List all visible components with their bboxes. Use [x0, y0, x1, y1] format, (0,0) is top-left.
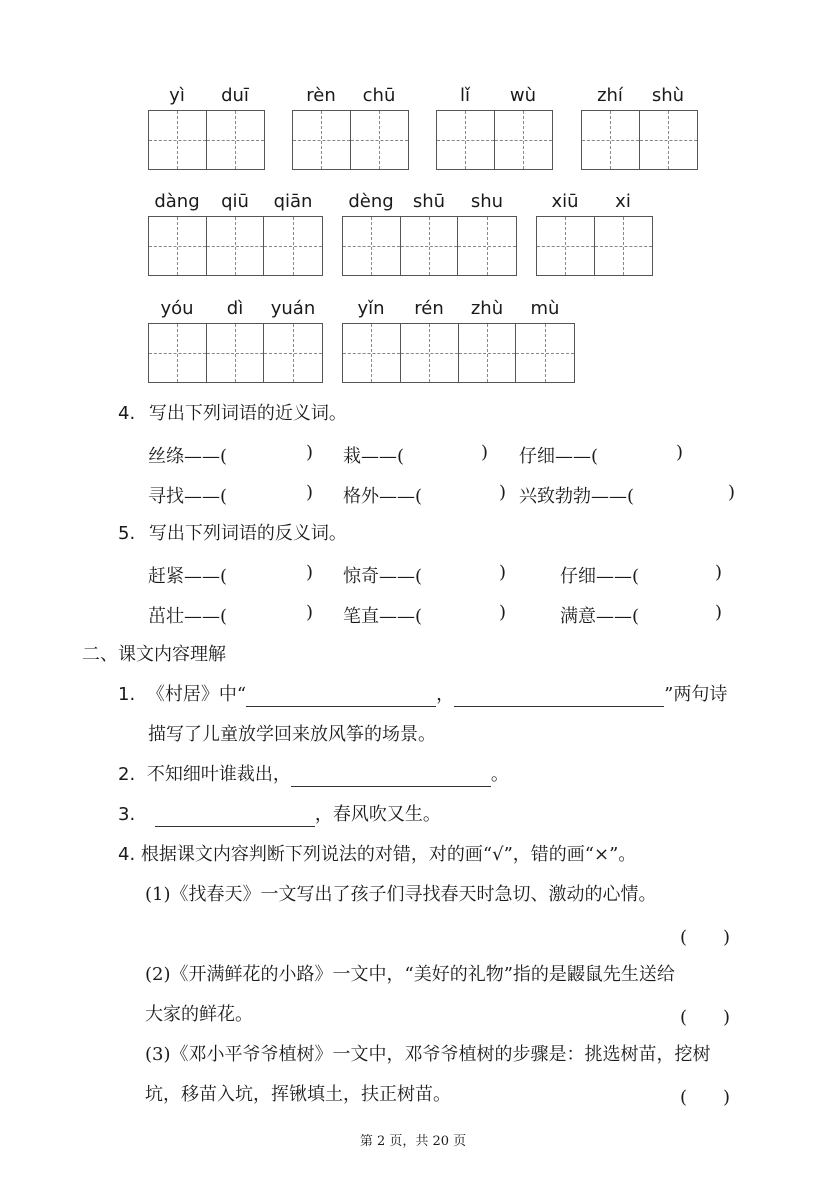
- s2-q1-after: ”两句诗: [664, 684, 728, 705]
- s2-q2-end: 。: [490, 764, 509, 785]
- writing-cell[interactable]: [207, 324, 265, 382]
- q5-item-4: 茁壮——(: [148, 606, 228, 627]
- writing-cell[interactable]: [149, 111, 207, 169]
- q5-item-6: 满意——(: [560, 606, 640, 627]
- q4-item-1-close: ): [306, 442, 314, 463]
- writing-grid: [342, 323, 575, 383]
- writing-grid: [148, 110, 265, 170]
- pinyin-label: zhí: [597, 85, 623, 106]
- writing-cell[interactable]: [582, 111, 640, 169]
- pinyin-label: dàng: [154, 191, 200, 212]
- q5-item-6-close: ): [715, 602, 723, 623]
- s2-q4-s3a: (3)《邓小平爷爷植树》一文中，邓爷爷植树的步骤是：挑选树苗，挖树: [145, 1044, 711, 1065]
- writing-cell[interactable]: [640, 111, 698, 169]
- pinyin-label: yì: [169, 85, 185, 106]
- writing-cell[interactable]: [437, 111, 495, 169]
- s2-q4-s2a: (2)《开满鲜花的小路》一文中，“美好的礼物”指的是鼹鼠先生送给: [145, 964, 675, 985]
- s2-q4-number: 4.: [118, 844, 136, 865]
- pinyin-label: qiān: [273, 191, 313, 212]
- pinyin-label: rèn: [306, 85, 336, 106]
- s2-q1-line2: 描写了儿童放学回来放风筝的场景。: [148, 724, 436, 745]
- writing-cell[interactable]: [458, 217, 516, 275]
- pinyin-label: dì: [226, 298, 244, 319]
- q4-heading: [118, 402, 347, 426]
- pinyin-label: duī: [221, 85, 249, 106]
- pinyin-label: dèng: [348, 191, 394, 212]
- q4-item-1: 丝绦——(: [148, 446, 228, 467]
- q5-item-3: 仔细——(: [560, 566, 640, 587]
- q4-item-2-close: ): [481, 442, 489, 463]
- writing-cell[interactable]: [264, 217, 322, 275]
- s2-q3-text: ，春风吹又生。: [314, 804, 441, 825]
- q4-item-6: 兴致勃勃——(: [519, 486, 635, 507]
- writing-cell[interactable]: [401, 324, 459, 382]
- writing-cell[interactable]: [595, 217, 653, 275]
- s2-q2-number: 2.: [118, 764, 136, 785]
- q5-item-3-close: ): [715, 562, 723, 583]
- s2-q2-blank[interactable]: [291, 766, 491, 787]
- q4-item-2: 栽——(: [343, 446, 405, 467]
- s2-q2: [118, 763, 509, 787]
- writing-cell[interactable]: [293, 111, 351, 169]
- writing-cell[interactable]: [149, 217, 207, 275]
- pinyin-label: lǐ: [459, 85, 470, 106]
- pinyin-label: shu: [470, 191, 504, 212]
- s2-q4-s2b: 大家的鲜花。: [145, 1004, 253, 1025]
- s2-q4-s1-answer[interactable]: ( ): [680, 927, 731, 948]
- writing-cell[interactable]: [343, 324, 401, 382]
- writing-grid: [148, 216, 323, 276]
- s2-q1-blank-1[interactable]: [246, 686, 436, 707]
- writing-grid: [342, 216, 517, 276]
- s2-q1-comma: ，: [436, 684, 455, 705]
- writing-cell[interactable]: [351, 111, 409, 169]
- q5-item-5: 笔直——(: [343, 606, 423, 627]
- s2-q4-s2-answer[interactable]: ( ): [680, 1007, 731, 1028]
- writing-cell[interactable]: [459, 324, 517, 382]
- s2-q4-title: 根据课文内容判断下列说法的对错，对的画“√”，错的画“×”。: [140, 844, 637, 865]
- q5-item-2-close: ): [499, 562, 507, 583]
- writing-grid: [292, 110, 409, 170]
- q5-item-2: 惊奇——(: [343, 566, 423, 587]
- s2-q2-text: 不知细叶谁裁出，: [146, 764, 291, 785]
- s2-q1-before: 《村居》中“: [146, 684, 247, 705]
- q5-number: 5.: [118, 523, 136, 544]
- pinyin-label: rén: [414, 298, 444, 319]
- pinyin-label: yóu: [160, 298, 194, 319]
- s2-q4-s3-answer[interactable]: ( ): [680, 1087, 731, 1108]
- s2-q4-s1: (1)《找春天》一文写出了孩子们寻找春天时急切、激动的心情。: [145, 884, 657, 905]
- pinyin-label: shū: [412, 191, 446, 212]
- pinyin-label: qiū: [221, 191, 249, 212]
- s2-q1-number: 1.: [118, 684, 136, 705]
- writing-cell[interactable]: [264, 324, 322, 382]
- q4-item-5-close: ): [499, 482, 507, 503]
- s2-q4: [118, 843, 636, 867]
- page-footer: 第 2 页，共 20 页: [359, 1134, 467, 1149]
- writing-grid: [148, 323, 323, 383]
- pinyin-label: wù: [509, 85, 537, 106]
- writing-cell[interactable]: [401, 217, 459, 275]
- writing-cell[interactable]: [495, 111, 553, 169]
- q5-item-1-close: ): [306, 562, 314, 583]
- s2-q1-blank-2[interactable]: [454, 686, 664, 707]
- writing-cell[interactable]: [516, 324, 574, 382]
- writing-cell[interactable]: [207, 217, 265, 275]
- q5-item-1: 赶紧——(: [148, 566, 228, 587]
- s2-q3-blank[interactable]: [155, 806, 315, 827]
- pinyin-label: shù: [651, 85, 685, 106]
- q5-heading: [118, 522, 347, 546]
- section2-title: 二、课文内容理解: [82, 644, 226, 665]
- writing-cell[interactable]: [149, 324, 207, 382]
- s2-q1: [118, 683, 727, 707]
- s2-q4-s3b: 坑，移苗入坑，挥锹填土，扶正树苗。: [145, 1084, 451, 1105]
- writing-grid: [581, 110, 698, 170]
- q4-item-4: 寻找——(: [148, 486, 228, 507]
- writing-grid: [436, 110, 553, 170]
- q4-item-4-close: ): [306, 482, 314, 503]
- q4-item-3: 仔细——(: [519, 446, 599, 467]
- pinyin-label: xi: [615, 191, 631, 212]
- q5-item-4-close: ): [306, 602, 314, 623]
- q5-title: 写出下列词语的反义词。: [148, 523, 347, 544]
- s2-q3-number: 3.: [118, 804, 136, 825]
- writing-cell[interactable]: [537, 217, 595, 275]
- pinyin-label: chū: [362, 85, 396, 106]
- q5-item-5-close: ): [499, 602, 507, 623]
- pinyin-label: xiū: [551, 191, 579, 212]
- q4-item-6-close: ): [728, 482, 736, 503]
- pinyin-label: zhù: [470, 298, 504, 319]
- writing-grid: [536, 216, 653, 276]
- pinyin-label: yǐn: [357, 298, 385, 319]
- q4-number: 4.: [118, 403, 136, 424]
- pinyin-label: mù: [530, 298, 560, 319]
- q4-item-5: 格外——(: [343, 486, 423, 507]
- q4-title: 写出下列词语的近义词。: [148, 403, 347, 424]
- pinyin-label: yuán: [270, 298, 316, 319]
- s2-q3: [118, 803, 441, 827]
- q4-item-3-close: ): [676, 442, 684, 463]
- writing-cell[interactable]: [343, 217, 401, 275]
- writing-cell[interactable]: [207, 111, 265, 169]
